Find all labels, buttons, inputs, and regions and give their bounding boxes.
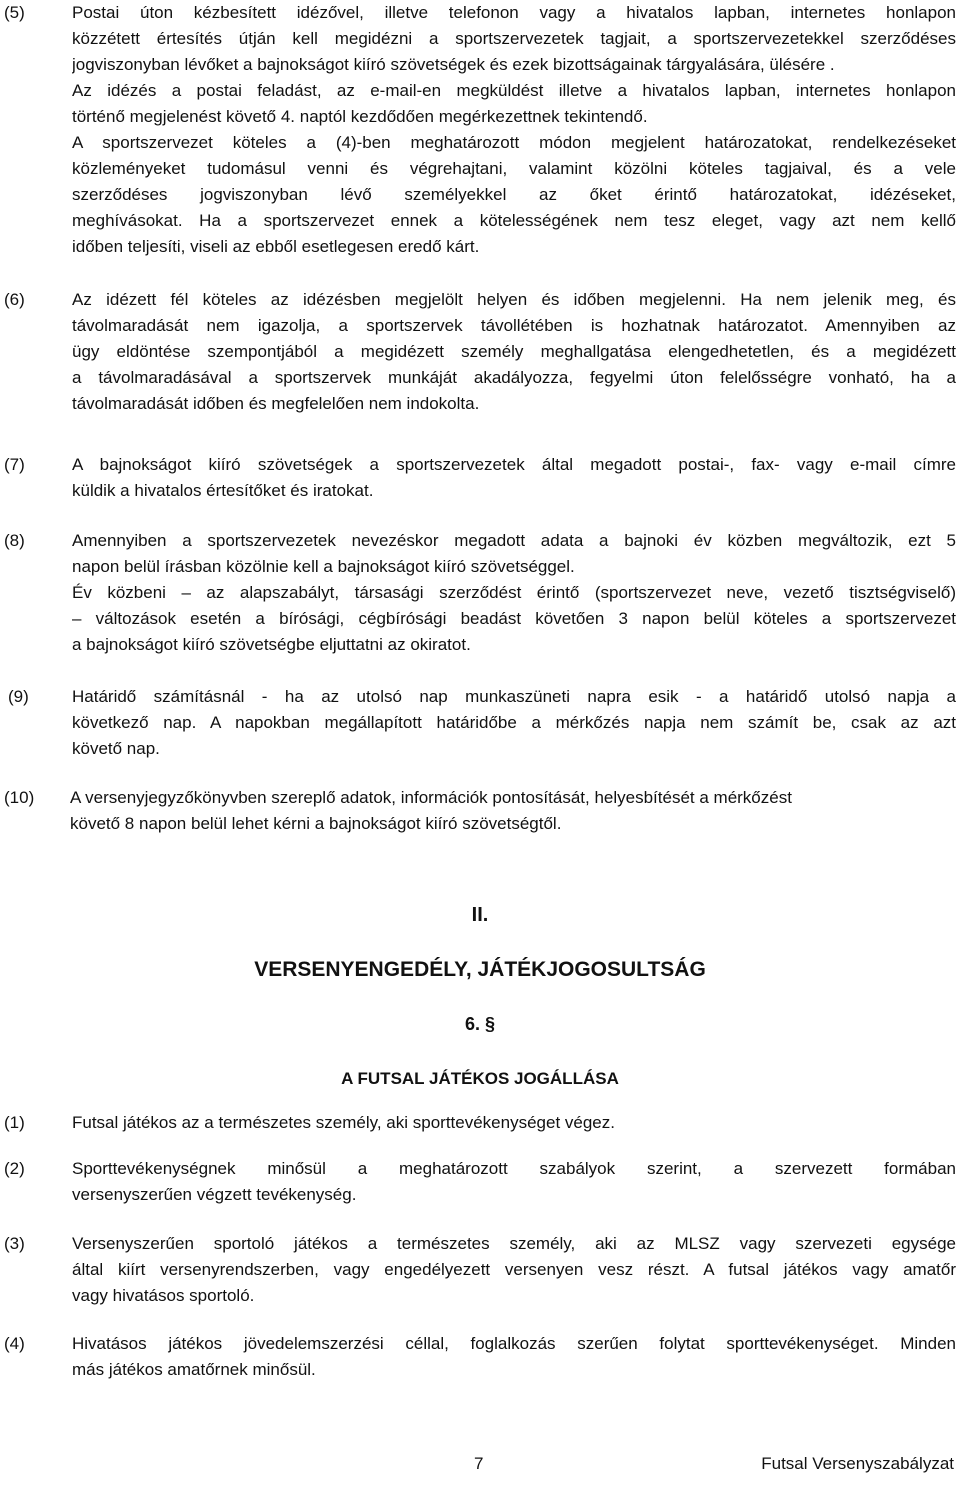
paragraph-number: (5) <box>4 3 25 22</box>
text-line: által kiírt versenyrendszerben, vagy engedélyezett versenyen vesz részt. A futsal játékos vagy amatőr <box>72 1260 956 1279</box>
paragraph-text <box>72 452 956 504</box>
article-title: A FUTSAL JÁTÉKOS JOGÁLLÁSA <box>341 1069 619 1088</box>
text-line: A versenyjegyzőkönyvben szereplő adatok, információk pontosítását, helyesbítését a mérkőzést <box>70 788 792 807</box>
article-number: 6. § <box>464 1014 496 1034</box>
text-line: más játékos amatőrnek minősül. <box>72 1360 316 1379</box>
paragraph-text <box>70 785 954 837</box>
chapter-title: VERSENYENGEDÉLY, JÁTÉKJOGOSULTSÁG <box>254 958 706 981</box>
paragraph-6 <box>0 287 960 417</box>
paragraph-number: (10) <box>4 788 35 807</box>
text-line: Az idézés a postai feladást, az e-mail-en megküldést illetve a hivatalos lapban, internetes honlapon <box>72 81 956 100</box>
article-paragraph-2 <box>0 1156 960 1208</box>
text-line: a távolmaradásával a sportszervek munkáját akadályozza, fegyelmi úton felelősségre vonható, ha a <box>72 368 956 387</box>
text-line: távolmaradását nem igazolja, a sportszervek távollétében is hozhatnak határozatot. Amennyiben az <box>72 316 956 335</box>
text-line: meghívásokat. Ha a sportszervezet ennek a kötelességének nem tesz eleget, vagy azt nem kellő <box>72 211 956 230</box>
paragraph-text <box>72 0 956 260</box>
text-line: ügy eldöntése szempontjából a megidézett személy meghallgatása elengedhetetlen, és a megidézett <box>72 342 956 361</box>
paragraph-number: (3) <box>4 1234 25 1253</box>
text-line: követő nap. <box>72 739 160 758</box>
paragraph-number: (6) <box>4 290 25 309</box>
text-line: Versenyszerűen sportoló játékos a természetes személy, aki az MLSZ vagy szervezeti egysége <box>72 1234 956 1253</box>
text-line: követő 8 napon belül lehet kérni a bajnokságot kiíró szövetségtől. <box>70 814 562 833</box>
text-line: Sporttevékenységnek minősül a meghatározott szabályok szerint, a szervezett formában <box>72 1159 956 1178</box>
text-line: – változások esetén a bírósági, cégbírósági beadást követően 3 napon belül köteles a sportszervezet <box>72 609 956 628</box>
document-title: Futsal Versenyszabályzat <box>761 1454 954 1473</box>
paragraph-8 <box>0 528 960 658</box>
text-line: időben teljesíti, viseli az ebből esetlegesen eredő kárt. <box>72 237 480 256</box>
text-line: Év közbeni – az alapszabályt, társasági szerződést érintő (sportszervezet neve, vezető tisztségviselő) <box>72 583 956 602</box>
text-line: közleményeket tudomásul venni és végrehajtani, valamint közölni köteles tagjaival, és a vele <box>72 159 956 178</box>
paragraph-5 <box>0 0 960 260</box>
text-line: Az idézett fél köteles az idézésben megjelölt helyen és időben megjelenni. Ha nem jelenik meg, és <box>72 290 956 309</box>
paragraph-10 <box>0 785 960 837</box>
article-paragraph-4 <box>0 1331 960 1383</box>
text-line: a bajnokságot kiíró szövetségbe eljuttatni az okiratot. <box>72 635 471 654</box>
text-line: szerződéses jogviszonyban lévő személyekkel az őket érintő határozatokat, idézéseket, <box>72 185 956 204</box>
text-line: A sportszervezet köteles a (4)-ben meghatározott módon megjelent határozatokat, rendelkezéseket <box>72 133 956 152</box>
paragraph-number: (9) <box>8 687 29 706</box>
text-line: Határidő számításnál - ha az utolsó nap munkaszüneti napra esik - a határidő utolsó napja a <box>72 687 956 706</box>
text-line: távolmaradását időben és megfelelően nem indokolta. <box>72 394 480 413</box>
chapter-number: II. <box>471 904 489 926</box>
text-line: A bajnokságot kiíró szövetségek a sportszervezetek által megadott postai-, fax- vagy e-mail címre <box>72 455 956 474</box>
text-line: következő nap. A napokban megállapított határidőbe a mérkőzés napja nem számít be, csak az azt <box>72 713 956 732</box>
paragraph-number: (2) <box>4 1159 25 1178</box>
text-line: vagy hivatásos sportoló. <box>72 1286 255 1305</box>
paragraph-text <box>72 1110 956 1136</box>
text-line: versenyszerűen végzett tevékenység. <box>72 1185 357 1204</box>
paragraph-9 <box>0 684 960 762</box>
paragraph-text <box>72 1156 956 1208</box>
text-line: Amennyiben a sportszervezetek nevezéskor megadott adata a bajnoki év közben megváltozik, ezt 5 <box>72 531 956 550</box>
paragraph-7 <box>0 452 960 504</box>
page-number: 7 <box>474 1454 484 1473</box>
text-line: közzétett értesítés útján kell megidézni a sportszervezetek tagjait, a sportszervezetekkel szerződéses <box>72 29 956 48</box>
article-paragraph-3 <box>0 1231 960 1309</box>
paragraph-number: (8) <box>4 531 25 550</box>
text-line: történő megjelenést követő 4. naptól kezdődően megérkezettnek tekintendő. <box>72 107 648 126</box>
text-line: Postai úton kézbesített idézővel, illetve telefonon vagy a hivatalos lapban, internetes honlapon <box>72 3 956 22</box>
text-line: Hivatásos játékos jövedelemszerzési céllal, foglalkozás szerűen folytat sporttevékenységet. Minden <box>72 1334 956 1353</box>
text-line: Futsal játékos az a természetes személy, aki sporttevékenységet végez. <box>72 1113 615 1132</box>
paragraph-text <box>72 528 956 658</box>
article-paragraph-1 <box>0 1110 960 1136</box>
paragraph-number: (1) <box>4 1113 25 1132</box>
paragraph-text <box>72 684 956 762</box>
text-line: jogviszonyban lévőket a bajnokságot kiíró szövetségek és ezek bizottságainak tárgyalására, ülésére . <box>72 55 835 74</box>
paragraph-text <box>72 1231 956 1309</box>
text-line: napon belül írásban közölnie kell a bajnokságot kiíró szövetséggel. <box>72 557 575 576</box>
paragraph-text <box>72 1331 956 1383</box>
paragraph-number: (7) <box>4 455 25 474</box>
paragraph-text <box>72 287 956 417</box>
paragraph-number: (4) <box>4 1334 25 1353</box>
text-line: küldik a hivatalos értesítőket és iratokat. <box>72 481 374 500</box>
